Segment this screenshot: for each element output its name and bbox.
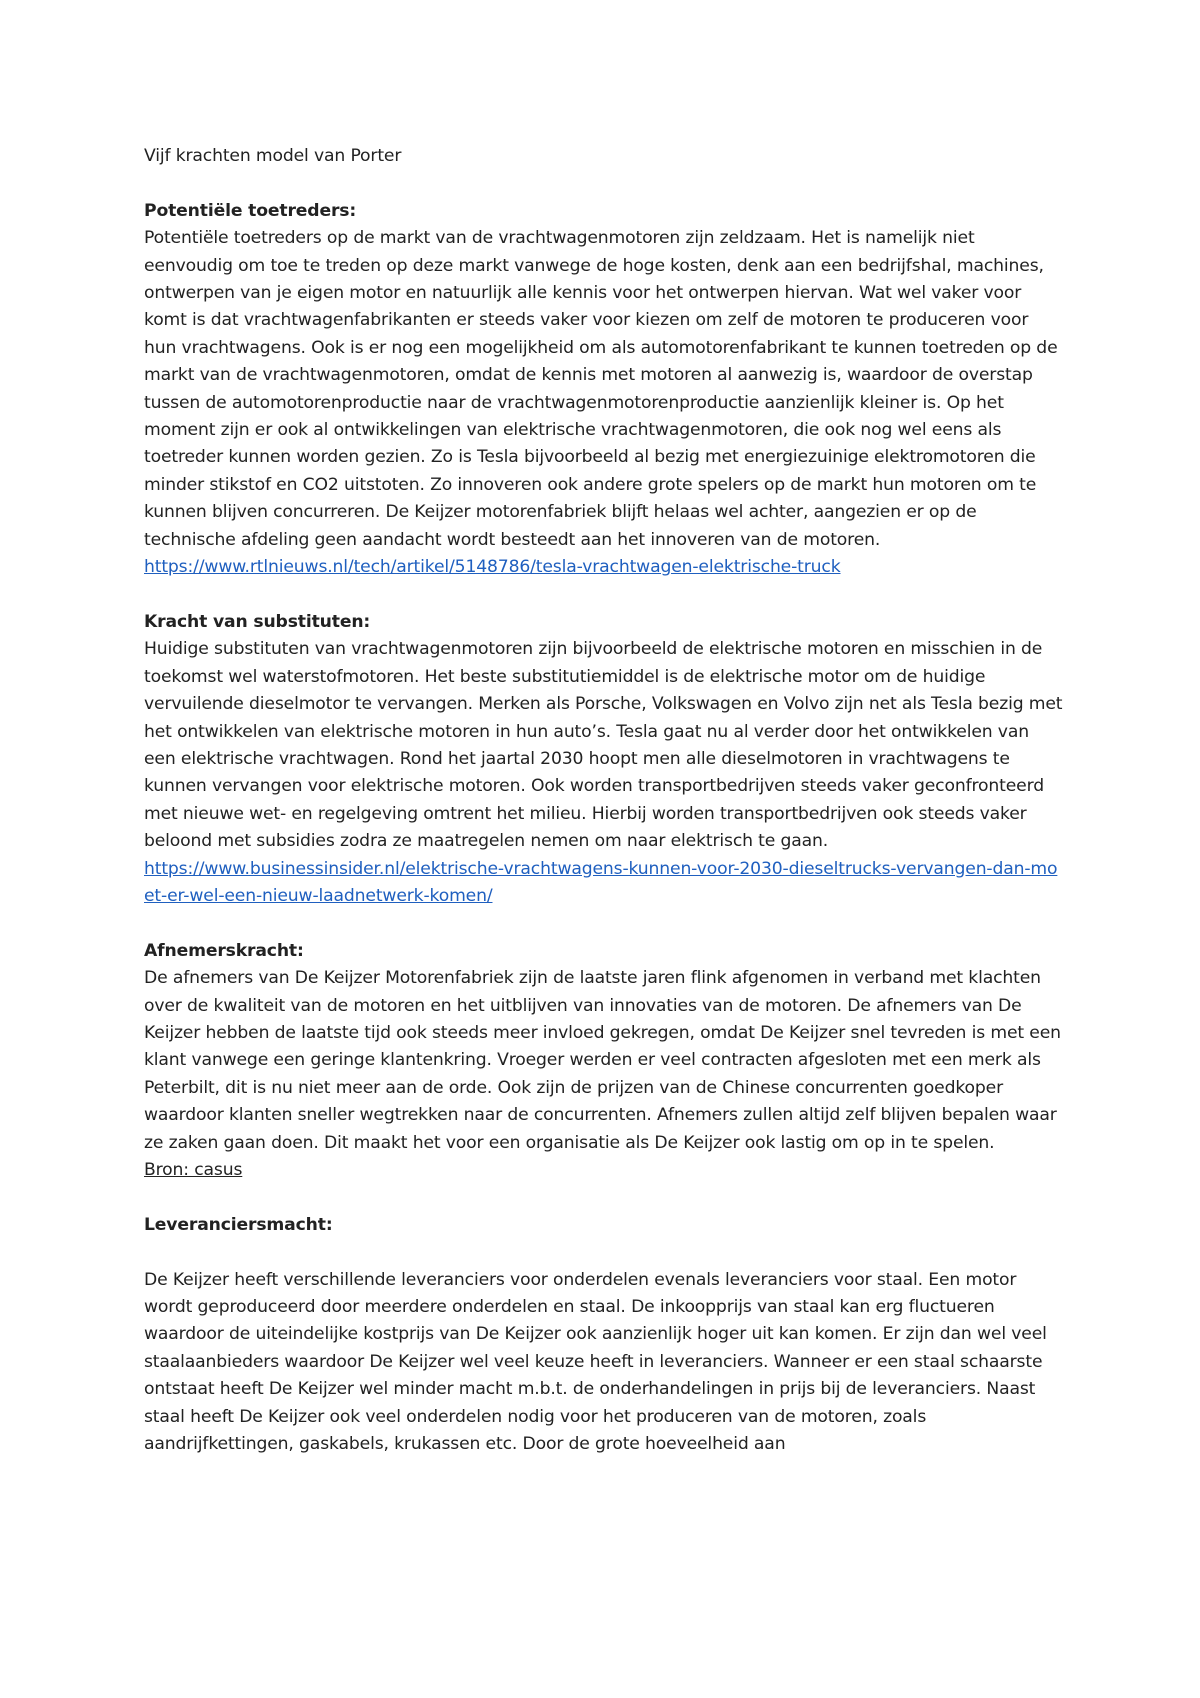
section-potentiele-toetreders (144, 198, 1064, 582)
section-body: De afnemers van De Keijzer Motorenfabriek zijn de laatste jaren flink afgenomen in verband met klachten over de kwaliteit van de motoren en het uitblijven van innovaties van de motoren. De afnemers van De Keijzer hebben de laatste tijd ook steeds meer invloed gekregen, omdat De Keijzer snel tevreden is met een klant vanwege een geringe klantenkring. Vroeger werden er veel contracten afgesloten met een merk als Peterbilt, dit is nu niet meer aan de orde. Ook zijn de prijzen van de Chinese concurrenten goedkoper waardoor klanten sneller wegtrekken naar de concurrenten. Afnemers zullen altijd zelf blijven bepalen waar ze zaken gaan doen. Dit maakt het voor een organisatie als De Keijzer ook lastig om op in te spelen. (144, 968, 1061, 1153)
spacer (144, 910, 1064, 937)
section-body: Huidige substituten van vrachtwagenmotoren zijn bijvoorbeeld de elektrische motoren en misschien in de toekomst wel waterstofmotoren. Het beste substitutiemiddel is de elektrische motor om de huidige vervuilende dieselmotor te vervangen. Merken als Porsche, Volkswagen en Volvo zijn net als Tesla bezig met het ontwikkelen van elektrische motoren in hun auto’s. Tesla gaat nu al verder door het ontwikkelen van een elektrische vrachtwagen. Rond het jaartal 2030 hoopt men alle dieselmotoren in vrachtwagens te kunnen vervangen voor elektrische motoren. Ook worden transportbedrijven steeds vaker geconfronteerd met nieuwe wet- en regelgeving omtrent het milieu. Hierbij worden transportbedrijven ook steeds vaker beloond met subsidies zodra ze maatregelen nemen om naar elektrisch te gaan. (144, 639, 1063, 852)
section-heading: Leveranciersmacht: (144, 1214, 333, 1235)
section-body: De Keijzer heeft verschillende leveranciers voor onderdelen evenals leveranciers voor staal. Een motor wordt geproduceerd door meerdere onderdelen en staal. De inkoopprijs van staal kan erg fluctueren waardoor de uiteindelijke kostprijs van De Keijzer ook aanzienlijk hoger uit kan komen. Er zijn dan wel veel staalaanbieders waardoor De Keijzer wel veel keuze heeft in leveranciers. Wanneer er een staal schaarste ontstaat heeft De Keijzer wel minder macht m.b.t. de onderhandelingen in prijs bij de leveranciers. Naast staal heeft De Keijzer ook veel onderdelen nodig voor het produceren van de motoren, zoals aandrijfkettingen, gaskabels, krukassen etc. Door de grote hoeveelheid aan (144, 1269, 1047, 1455)
section-heading: Kracht van substituten: (144, 611, 371, 632)
section-heading: Potentiële toetreders: (144, 200, 357, 221)
document-title: Vijf krachten model van Porter (144, 146, 402, 166)
source-note: Bron: casus (144, 1159, 243, 1180)
source-link[interactable]: https://www.businessinsider.nl/elektrische-vrachtwagens-kunnen-voor-2030-dieseltrucks-vervangen-dan-moet-er-wel-een-nieuw-laadnetwerk-komen/ (144, 858, 1058, 906)
section-kracht-van-substituten (144, 609, 1064, 910)
section-leveranciersmacht (144, 1212, 1064, 1459)
spacer (144, 581, 1064, 608)
section-heading: Afnemerskracht: (144, 940, 304, 961)
section-body: Potentiële toetreders op de markt van de vrachtwagenmotoren zijn zeldzaam. Het is namelijk niet eenvoudig om toe te treden op deze markt vanwege de hoge kosten, denk aan een bedrijfshal, machines, ontwerpen van je eigen motor en natuurlijk alle kennis voor het ontwerpen hiervan. Wat wel vaker voor komt is dat vrachtwagenfabrikanten er steeds vaker voor kiezen om zelf de motoren te produceren voor hun vrachtwagens. Ook is er nog een mogelijkheid om als automotorenfabrikant te kunnen toetreden op de markt van de vrachtwagenmotoren, omdat de kennis met motoren al aanwezig is, waardoor de overstap tussen de automotorenproductie naar de vrachtwagenmotorenproductie aanzienlijk kleiner is. Op het moment zijn er ook al ontwikkelingen van elektrische vrachtwagenmotoren, die ook nog wel eens als toetreder kunnen worden gezien. Zo is Tesla bijvoorbeeld al bezig met energiezuinige elektromotoren die minder stikstof en CO2 uitstoten. Zo innoveren ook andere grote spelers op de markt hun motoren om te kunnen blijven concurreren. De Keijzer motorenfabriek blijft helaas wel achter, aangezien er op de technische afdeling geen aandacht wordt besteedt aan het innoveren van de motoren. (144, 228, 1058, 550)
section-afnemerskracht (144, 938, 1064, 1185)
spacer (144, 1184, 1064, 1211)
source-link[interactable]: https://www.rtlnieuws.nl/tech/artikel/5148786/tesla-vrachtwagen-elektrische-truck (144, 557, 841, 578)
document-body (144, 143, 1064, 1458)
